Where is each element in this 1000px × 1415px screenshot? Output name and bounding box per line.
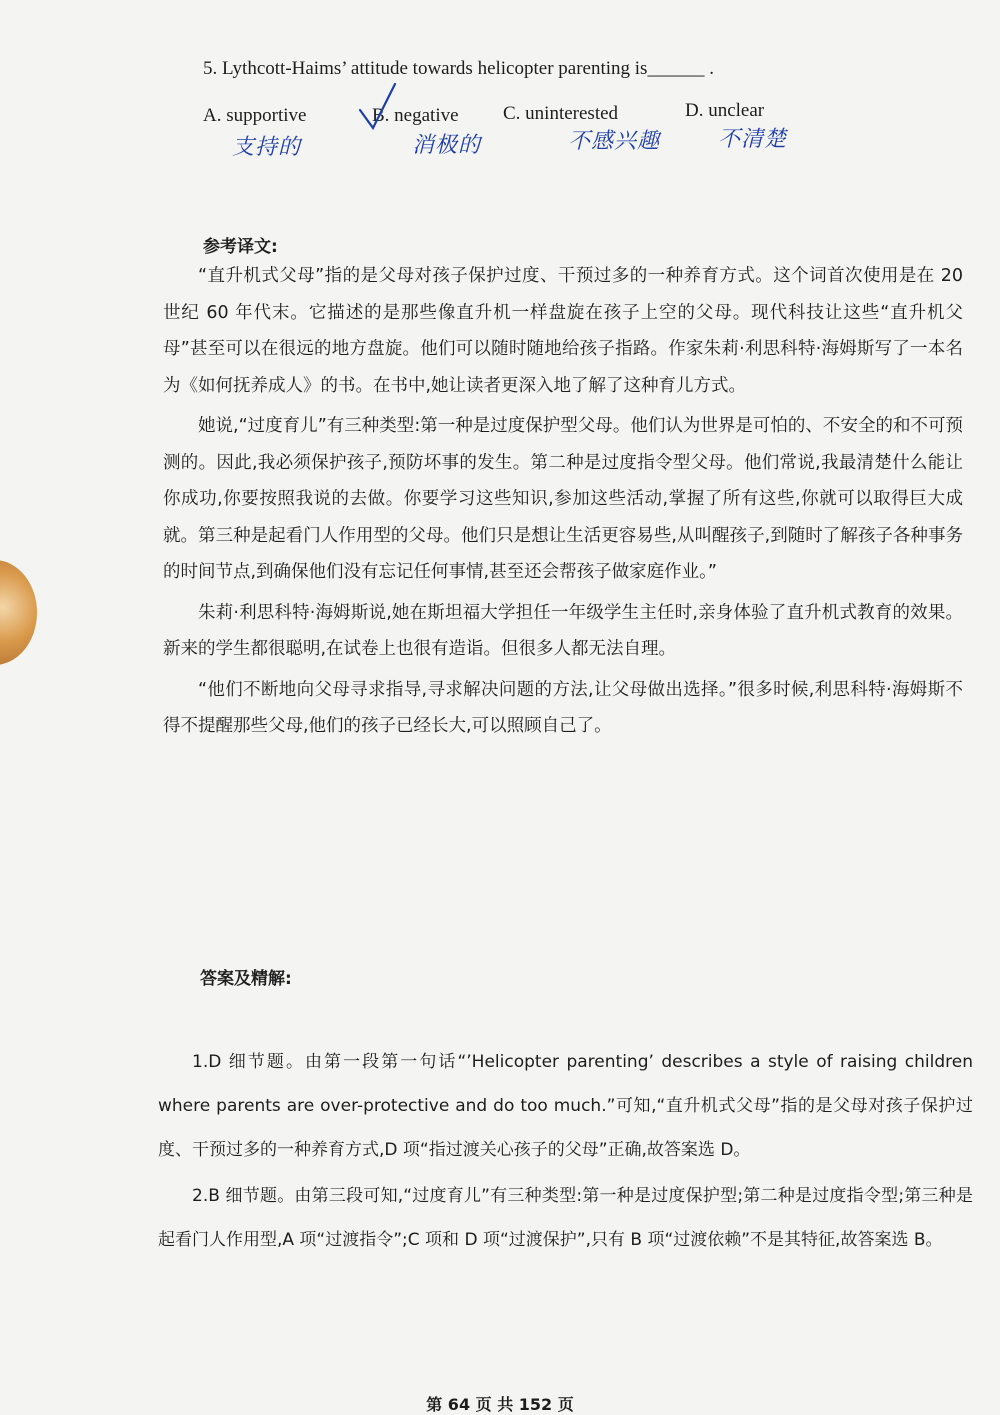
translation-heading: 参考译文: (203, 237, 278, 257)
translation-paragraph: “他们不断地向父母寻求指导,寻求解决问题的方法,让父母做出选择。”很多时候,利思科特·海姆斯不得不提醒那些父母,他们的孩子已经长大,可以照顾自己了。 (163, 679, 963, 736)
translation-paragraph: 朱莉·利思科特·海姆斯说,她在斯坦福大学担任一年级学生主任时,亲身体验了直升机式教育的效果。新来的学生都很聪明,在试卷上也很有造诣。但很多人都无法自理。 (163, 602, 963, 659)
answer-item: 2.B 细节题。由第三段可知,“过度育儿”有三种类型:第一种是过度保护型;第二种是过度指令型;第三种是起看门人作用型,A 项“过渡指令”;C 项和 D 项“过渡保护”,只有 B 项“过渡依赖”不是其特征,故答案选 B。 (158, 1186, 973, 1250)
answers-body (158, 1040, 973, 1264)
translation-body (163, 258, 963, 749)
answer-options (0, 100, 1000, 170)
option-d: D. unclear (685, 100, 765, 121)
handwritten-note-c: 不感兴趣 (568, 129, 661, 154)
handwritten-note-a: 支持的 (232, 135, 302, 160)
thumb-finger (0, 560, 37, 665)
answer-item: 1.D 细节题。由第一段第一句话“’Helicopter parenting’ describes a style of raising children where parents are over-protective and do too much.”可知,“直升机式父母”指的是父母对孩子保护过度、干预过多的一种养育方式,D 项“指过渡关心孩子的父母”正确,故答案选 D。 (158, 1052, 973, 1160)
question-text: 5. Lythcott-Haims’ attitude towards helicopter parenting is______ . (203, 58, 714, 79)
translation-paragraph: “直升机式父母”指的是父母对孩子保护过度、干预过多的一种养育方式。这个词首次使用是在 20 世纪 60 年代末。它描述的是那些像直升机一样盘旋在孩子上空的父母。现代科技让这些“直升机父母”甚至可以在很远的地方盘旋。他们可以随时随地给孩子指路。作家朱莉·利思科特·海姆斯写了一本名为《如何抚养成人》的书。在书中,她让读者更深入地了解了这种育儿方式。 (163, 266, 963, 396)
handwritten-note-d: 不清楚 (718, 127, 788, 152)
checkmark-icon (355, 80, 405, 140)
option-b: B. negative (372, 105, 459, 126)
page-number: 第 64 页 共 152 页 (426, 1395, 574, 1414)
answers-heading: 答案及精解: (200, 969, 292, 989)
option-a: A. supportive (203, 105, 307, 126)
translation-paragraph: 她说,“过度育儿”有三种类型:第一种是过度保护型父母。他们认为世界是可怕的、不安全的和不可预测的。因此,我必须保护孩子,预防坏事的发生。第二种是过度指令型父母。他们常说,我最清楚什么能让你成功,你要按照我说的去做。你要学习这些知识,参加这些活动,掌握了所有这些,你就可以取得巨大成就。第三种是起看门人作用型的父母。他们只是想让生活更容易些,从叫醒孩子,到随时了解孩子各种事务的时间节点,到确保他们没有忘记任何事情,甚至还会帮孩子做家庭作业。” (163, 416, 963, 582)
option-c: C. uninterested (503, 103, 619, 124)
handwritten-note-b: 消极的 (412, 133, 482, 158)
